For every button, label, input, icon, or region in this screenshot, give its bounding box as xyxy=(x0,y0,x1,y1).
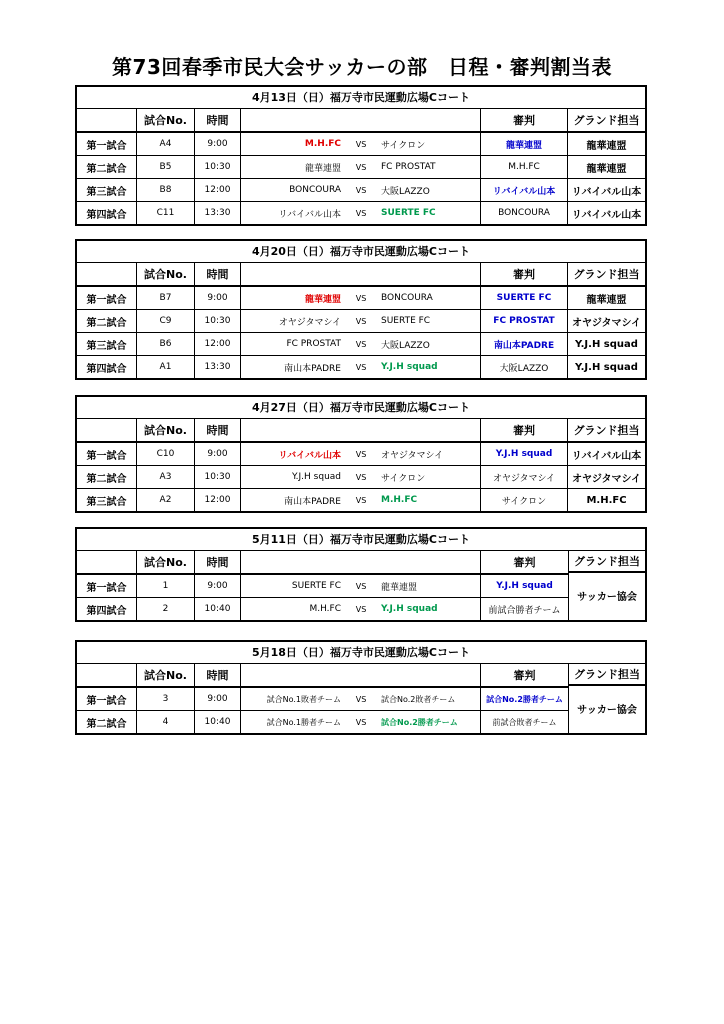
match-no: A3 xyxy=(137,466,195,488)
matchup-cell xyxy=(241,202,481,224)
day-header: 4月13日（日）福万寺市民運動広場Cコート xyxy=(77,87,645,109)
table-row xyxy=(77,575,568,598)
match-label: 第四試合 xyxy=(77,356,137,378)
ground-cell: 龍華連盟 xyxy=(586,163,627,175)
vs-label: VS xyxy=(355,139,367,149)
match-time: 12:00 xyxy=(195,489,241,511)
ground-cell: Y.J.H squad xyxy=(575,338,638,350)
column-header-row xyxy=(77,664,568,688)
vs-label: VS xyxy=(355,694,367,704)
matchup-header xyxy=(241,419,481,441)
away-team: SUERTE FC xyxy=(381,316,431,326)
away-team: サイクロン xyxy=(381,473,426,484)
away-team: BONCOURA xyxy=(381,293,433,303)
time-header: 時間 xyxy=(195,263,241,285)
referee-cell: リバイバル山本 xyxy=(481,179,568,201)
away-team: 試合No.2勝者チーム xyxy=(381,717,458,727)
vs-label: VS xyxy=(355,581,367,591)
ground-header: グランド担当 xyxy=(569,664,645,686)
match-no: A2 xyxy=(137,489,195,511)
away-team: 大阪LAZZO xyxy=(381,340,430,351)
home-team: オヤジタマシイ xyxy=(278,317,341,328)
time-header: 時間 xyxy=(195,419,241,441)
match-label: 第三試合 xyxy=(77,179,137,201)
vs-label: VS xyxy=(355,472,367,482)
column-header-row xyxy=(77,551,568,575)
schedule-table-day-2 xyxy=(75,239,647,380)
schedule-table-day-1 xyxy=(75,85,647,226)
blank-header-cell xyxy=(77,419,137,441)
referee-cell: FC PROSTAT xyxy=(481,310,568,332)
ground-header: グランド担当 xyxy=(573,114,640,127)
blank-header-cell xyxy=(77,551,137,573)
away-team: サイクロン xyxy=(381,140,426,151)
match-time: 9:00 xyxy=(195,287,241,309)
away-team: FC PROSTAT xyxy=(381,162,436,172)
table-row xyxy=(77,156,645,179)
schedule-table-day-4 xyxy=(75,527,647,622)
vs-label: VS xyxy=(355,717,367,727)
match-time: 9:00 xyxy=(195,133,241,155)
home-team: FC PROSTAT xyxy=(286,339,341,349)
matchup-cell xyxy=(241,156,481,178)
match-label: 第二試合 xyxy=(77,310,137,332)
referee-cell: サイクロン xyxy=(481,489,568,511)
ground-cell: M.H.FC xyxy=(586,494,627,506)
ground-cell: リバイバル山本 xyxy=(571,450,642,462)
match-label: 第三試合 xyxy=(77,333,137,355)
match-time: 10:40 xyxy=(195,598,241,620)
ground-column xyxy=(568,551,645,620)
home-team: 龍華連盟 xyxy=(304,294,341,305)
matchup-cell xyxy=(241,443,481,465)
match-time: 10:40 xyxy=(195,711,241,733)
table-row xyxy=(77,688,568,711)
matchup-header xyxy=(241,551,481,573)
match-time: 12:00 xyxy=(195,333,241,355)
matchup-header xyxy=(241,263,481,285)
match-label: 第三試合 xyxy=(77,489,137,511)
table-row xyxy=(77,466,645,489)
match-label: 第二試合 xyxy=(77,466,137,488)
time-header: 時間 xyxy=(195,551,241,573)
match-no: A1 xyxy=(137,356,195,378)
home-team: Y.J.H squad xyxy=(291,472,341,482)
match-no-header: 試合No. xyxy=(137,263,195,285)
vs-label: VS xyxy=(355,495,367,505)
home-team: 試合No.1敗者チーム xyxy=(266,694,341,704)
referee-header: 審判 xyxy=(481,263,568,285)
match-no: 1 xyxy=(137,575,195,597)
referee-cell: 前試合勝者チーム xyxy=(488,605,561,616)
matchup-cell xyxy=(241,133,481,155)
vs-label: VS xyxy=(355,362,367,372)
referee-header: 審判 xyxy=(481,109,568,131)
page-title: 第73回春季市民大会サッカーの部 日程・審判割当表 xyxy=(112,55,612,79)
matchup-cell xyxy=(241,333,481,355)
matchup-cell xyxy=(241,466,481,488)
table-row xyxy=(77,598,568,620)
away-team: 龍華連盟 xyxy=(381,582,418,593)
ground-cell: 龍華連盟 xyxy=(586,294,627,306)
referee-cell: BONCOURA xyxy=(481,202,568,224)
matchup-cell xyxy=(241,688,481,710)
home-team: M.H.FC xyxy=(304,139,341,149)
schedule-table-day-3 xyxy=(75,395,647,513)
column-header-row xyxy=(77,109,645,133)
table-row xyxy=(77,202,645,224)
match-no-header: 試合No. xyxy=(137,664,195,686)
ground-merged-cell: サッカー協会 xyxy=(577,592,637,603)
match-label: 第一試合 xyxy=(77,133,137,155)
ground-cell: オヤジタマシイ xyxy=(572,473,641,485)
match-no: C11 xyxy=(137,202,195,224)
match-label: 第一試合 xyxy=(77,688,137,710)
referee-cell: 南山本PADRE xyxy=(481,333,568,355)
match-time: 9:00 xyxy=(195,575,241,597)
ground-cell: リバイバル山本 xyxy=(571,209,642,221)
referee-cell: 前試合敗者チーム xyxy=(492,717,557,727)
match-no: 3 xyxy=(137,688,195,710)
match-time: 10:30 xyxy=(195,156,241,178)
match-label: 第四試合 xyxy=(77,202,137,224)
away-team: オヤジタマシイ xyxy=(381,450,444,461)
matchup-cell xyxy=(241,489,481,511)
home-team: 試合No.1勝者チーム xyxy=(266,717,341,727)
matchup-cell xyxy=(241,575,481,597)
away-team: Y.J.H squad xyxy=(381,604,438,614)
match-no: 2 xyxy=(137,598,195,620)
ground-cell: Y.J.H squad xyxy=(575,361,638,373)
blank-header-cell xyxy=(77,109,137,131)
ground-cell: オヤジタマシイ xyxy=(572,317,641,329)
referee-cell: 大阪LAZZO xyxy=(481,356,568,378)
match-no: B8 xyxy=(137,179,195,201)
vs-label: VS xyxy=(355,604,367,614)
match-label: 第四試合 xyxy=(77,598,137,620)
match-time: 10:30 xyxy=(195,466,241,488)
vs-label: VS xyxy=(355,339,367,349)
vs-label: VS xyxy=(355,316,367,326)
away-team: 試合No.2敗者チーム xyxy=(381,694,456,704)
home-team: リバイバル山本 xyxy=(278,450,341,461)
vs-label: VS xyxy=(355,293,367,303)
ground-column xyxy=(568,664,645,733)
referee-cell: Y.J.H squad xyxy=(481,443,568,465)
match-time: 9:00 xyxy=(195,688,241,710)
matchup-cell xyxy=(241,287,481,309)
table-row xyxy=(77,356,645,378)
ground-cell: 龍華連盟 xyxy=(586,140,627,152)
away-team: 大阪LAZZO xyxy=(381,186,430,197)
referee-header: 審判 xyxy=(513,556,536,569)
table-row xyxy=(77,179,645,202)
match-no: C10 xyxy=(137,443,195,465)
column-header-row xyxy=(77,419,645,443)
day-header: 4月27日（日）福万寺市民運動広場Cコート xyxy=(77,397,645,419)
referee-cell: 試合No.2勝者チーム xyxy=(486,694,563,704)
table-row xyxy=(77,133,645,156)
away-team: SUERTE FC xyxy=(381,208,436,218)
table-row xyxy=(77,711,568,733)
match-time: 10:30 xyxy=(195,310,241,332)
match-no-header: 試合No. xyxy=(137,109,195,131)
matchup-header xyxy=(241,109,481,131)
match-label: 第一試合 xyxy=(77,287,137,309)
referee-header: 審判 xyxy=(481,419,568,441)
match-label: 第一試合 xyxy=(77,443,137,465)
day-header: 5月18日（日）福万寺市民運動広場Cコート xyxy=(77,642,645,664)
matchup-header xyxy=(241,664,481,686)
match-label: 第二試合 xyxy=(77,156,137,178)
home-team: BONCOURA xyxy=(289,185,341,195)
time-header: 時間 xyxy=(195,109,241,131)
vs-label: VS xyxy=(355,449,367,459)
away-team: Y.J.H squad xyxy=(381,362,438,372)
match-time: 13:30 xyxy=(195,356,241,378)
home-team: 龍華連盟 xyxy=(304,163,341,174)
match-label: 第一試合 xyxy=(77,575,137,597)
match-time: 9:00 xyxy=(195,443,241,465)
match-no: C9 xyxy=(137,310,195,332)
match-no: B5 xyxy=(137,156,195,178)
table-left-columns xyxy=(77,664,568,733)
match-no-header: 試合No. xyxy=(137,419,195,441)
table-row xyxy=(77,310,645,333)
table-body xyxy=(77,551,645,620)
match-no: B6 xyxy=(137,333,195,355)
home-team: 南山本PADRE xyxy=(284,496,341,507)
column-header-row xyxy=(77,263,645,287)
match-label: 第二試合 xyxy=(77,711,137,733)
blank-header-cell xyxy=(77,263,137,285)
vs-label: VS xyxy=(355,185,367,195)
matchup-cell xyxy=(241,310,481,332)
blank-header-cell xyxy=(77,664,137,686)
table-row xyxy=(77,287,645,310)
referee-header: 審判 xyxy=(513,669,536,682)
ground-header: グランド担当 xyxy=(573,424,640,437)
table-row xyxy=(77,489,645,511)
time-header: 時間 xyxy=(195,664,241,686)
day-header: 4月20日（日）福万寺市民運動広場Cコート xyxy=(77,241,645,263)
schedule-table-day-5 xyxy=(75,640,647,735)
referee-cell: オヤジタマシイ xyxy=(481,466,568,488)
match-no-header: 試合No. xyxy=(137,551,195,573)
home-team: リバイバル山本 xyxy=(278,209,341,220)
away-team: M.H.FC xyxy=(381,495,418,505)
match-no: 4 xyxy=(137,711,195,733)
home-team: SUERTE FC xyxy=(291,581,341,591)
home-team: 南山本PADRE xyxy=(284,363,341,374)
referee-cell: SUERTE FC xyxy=(481,287,568,309)
match-no: B7 xyxy=(137,287,195,309)
match-time: 12:00 xyxy=(195,179,241,201)
home-team: M.H.FC xyxy=(309,604,341,614)
table-left-columns xyxy=(77,551,568,620)
table-row xyxy=(77,443,645,466)
table-body xyxy=(77,664,645,733)
table-row xyxy=(77,333,645,356)
match-no: A4 xyxy=(137,133,195,155)
ground-header: グランド担当 xyxy=(573,268,640,281)
ground-merged-cell: サッカー協会 xyxy=(577,705,637,716)
matchup-cell xyxy=(241,598,481,620)
referee-cell: Y.J.H squad xyxy=(496,581,553,591)
vs-label: VS xyxy=(355,208,367,218)
ground-cell: リバイバル山本 xyxy=(571,186,642,198)
ground-header: グランド担当 xyxy=(569,551,645,573)
referee-cell: 龍華連盟 xyxy=(481,133,568,155)
matchup-cell xyxy=(241,356,481,378)
match-time: 13:30 xyxy=(195,202,241,224)
referee-cell: M.H.FC xyxy=(481,156,568,178)
vs-label: VS xyxy=(355,162,367,172)
day-header: 5月11日（日）福万寺市民運動広場Cコート xyxy=(77,529,645,551)
matchup-cell xyxy=(241,179,481,201)
matchup-cell xyxy=(241,711,481,733)
